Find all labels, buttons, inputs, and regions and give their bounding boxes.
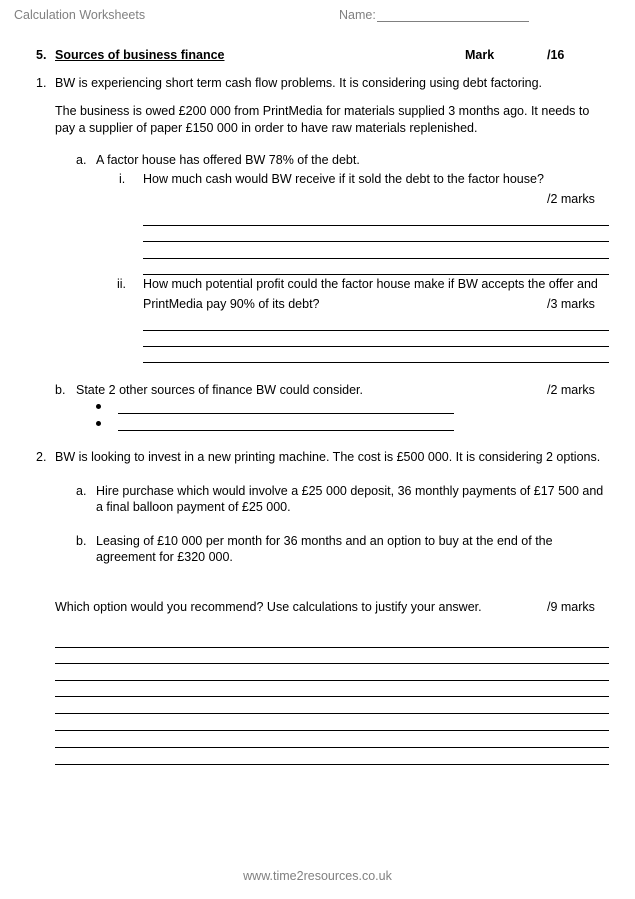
q1-context-line1: The business is owed £200 000 from PrintMedia for materials supplied 3 months ago. It needs to (55, 104, 590, 118)
bullet-icon (96, 404, 101, 409)
answer-line[interactable] (55, 663, 609, 664)
q2-intro: BW is looking to invest in a new printing machine. The cost is £500 000. It is considering 2 options. (55, 450, 601, 464)
bullet-icon (96, 421, 101, 426)
section-title: Sources of business finance (55, 48, 225, 62)
q1b-text: State 2 other sources of finance BW could consider. (76, 383, 363, 397)
worksheet-header-title: Calculation Worksheets (14, 8, 146, 22)
answer-line[interactable] (55, 680, 609, 681)
name-answer-line[interactable] (377, 21, 529, 22)
q1-number: 1. (36, 76, 47, 90)
q2-number: 2. (36, 450, 47, 464)
q1a-text: A factor house has offered BW 78% of the debt. (96, 153, 360, 167)
mark-total: /16 (547, 48, 565, 62)
q2-marks: /9 marks (547, 600, 595, 614)
mark-label: Mark (465, 48, 495, 62)
answer-line[interactable] (55, 713, 609, 714)
q1a-ii-label: ii. (117, 277, 127, 291)
q1a-i-text: How much cash would BW receive if it sold the debt to the factor house? (143, 172, 544, 186)
q1a-ii-marks: /3 marks (547, 297, 595, 311)
q1-intro: BW is experiencing short term cash flow problems. It is considering using debt factoring. (55, 76, 543, 90)
answer-line[interactable] (143, 258, 609, 259)
q1a-ii-text-line2: PrintMedia pay 90% of its debt? (143, 297, 320, 311)
answer-line[interactable] (143, 330, 609, 331)
q2a-label: a. (76, 484, 87, 498)
footer-url[interactable]: www.time2resources.co.uk (243, 869, 392, 883)
answer-line[interactable] (143, 241, 609, 242)
section-number: 5. (36, 48, 47, 62)
answer-line[interactable] (55, 696, 609, 697)
q1a-i-label: i. (119, 172, 126, 186)
q2-prompt: Which option would you recommend? Use calculations to justify your answer. (55, 600, 482, 614)
answer-line[interactable] (55, 730, 609, 731)
q1b-marks: /2 marks (547, 383, 595, 397)
q2b-label: b. (76, 534, 87, 548)
q1a-ii-text-line1: How much potential profit could the factor house make if BW accepts the offer and (143, 277, 598, 291)
name-label: Name: (339, 8, 376, 22)
answer-line[interactable] (143, 346, 609, 347)
answer-line[interactable] (143, 274, 609, 275)
q1a-i-marks: /2 marks (547, 192, 595, 206)
q1a-label: a. (76, 153, 87, 167)
q2a-line1: Hire purchase which would involve a £25 000 deposit, 36 monthly payments of £17 500 and (96, 484, 604, 498)
q1b-label: b. (55, 383, 66, 397)
q1-context-line2: pay a supplier of paper £150 000 in order to have raw materials replenished. (55, 121, 478, 135)
q2b-line2: agreement for £320 000. (96, 550, 233, 564)
answer-line[interactable] (143, 362, 609, 363)
answer-line[interactable] (118, 430, 454, 431)
answer-line[interactable] (55, 747, 609, 748)
q2b-line1: Leasing of £10 000 per month for 36 months and an option to buy at the end of the (96, 534, 553, 548)
q2a-line2: a final balloon payment of £25 000. (96, 500, 291, 514)
answer-line[interactable] (55, 647, 609, 648)
answer-line[interactable] (143, 225, 609, 226)
answer-line[interactable] (118, 413, 454, 414)
answer-line[interactable] (55, 764, 609, 765)
